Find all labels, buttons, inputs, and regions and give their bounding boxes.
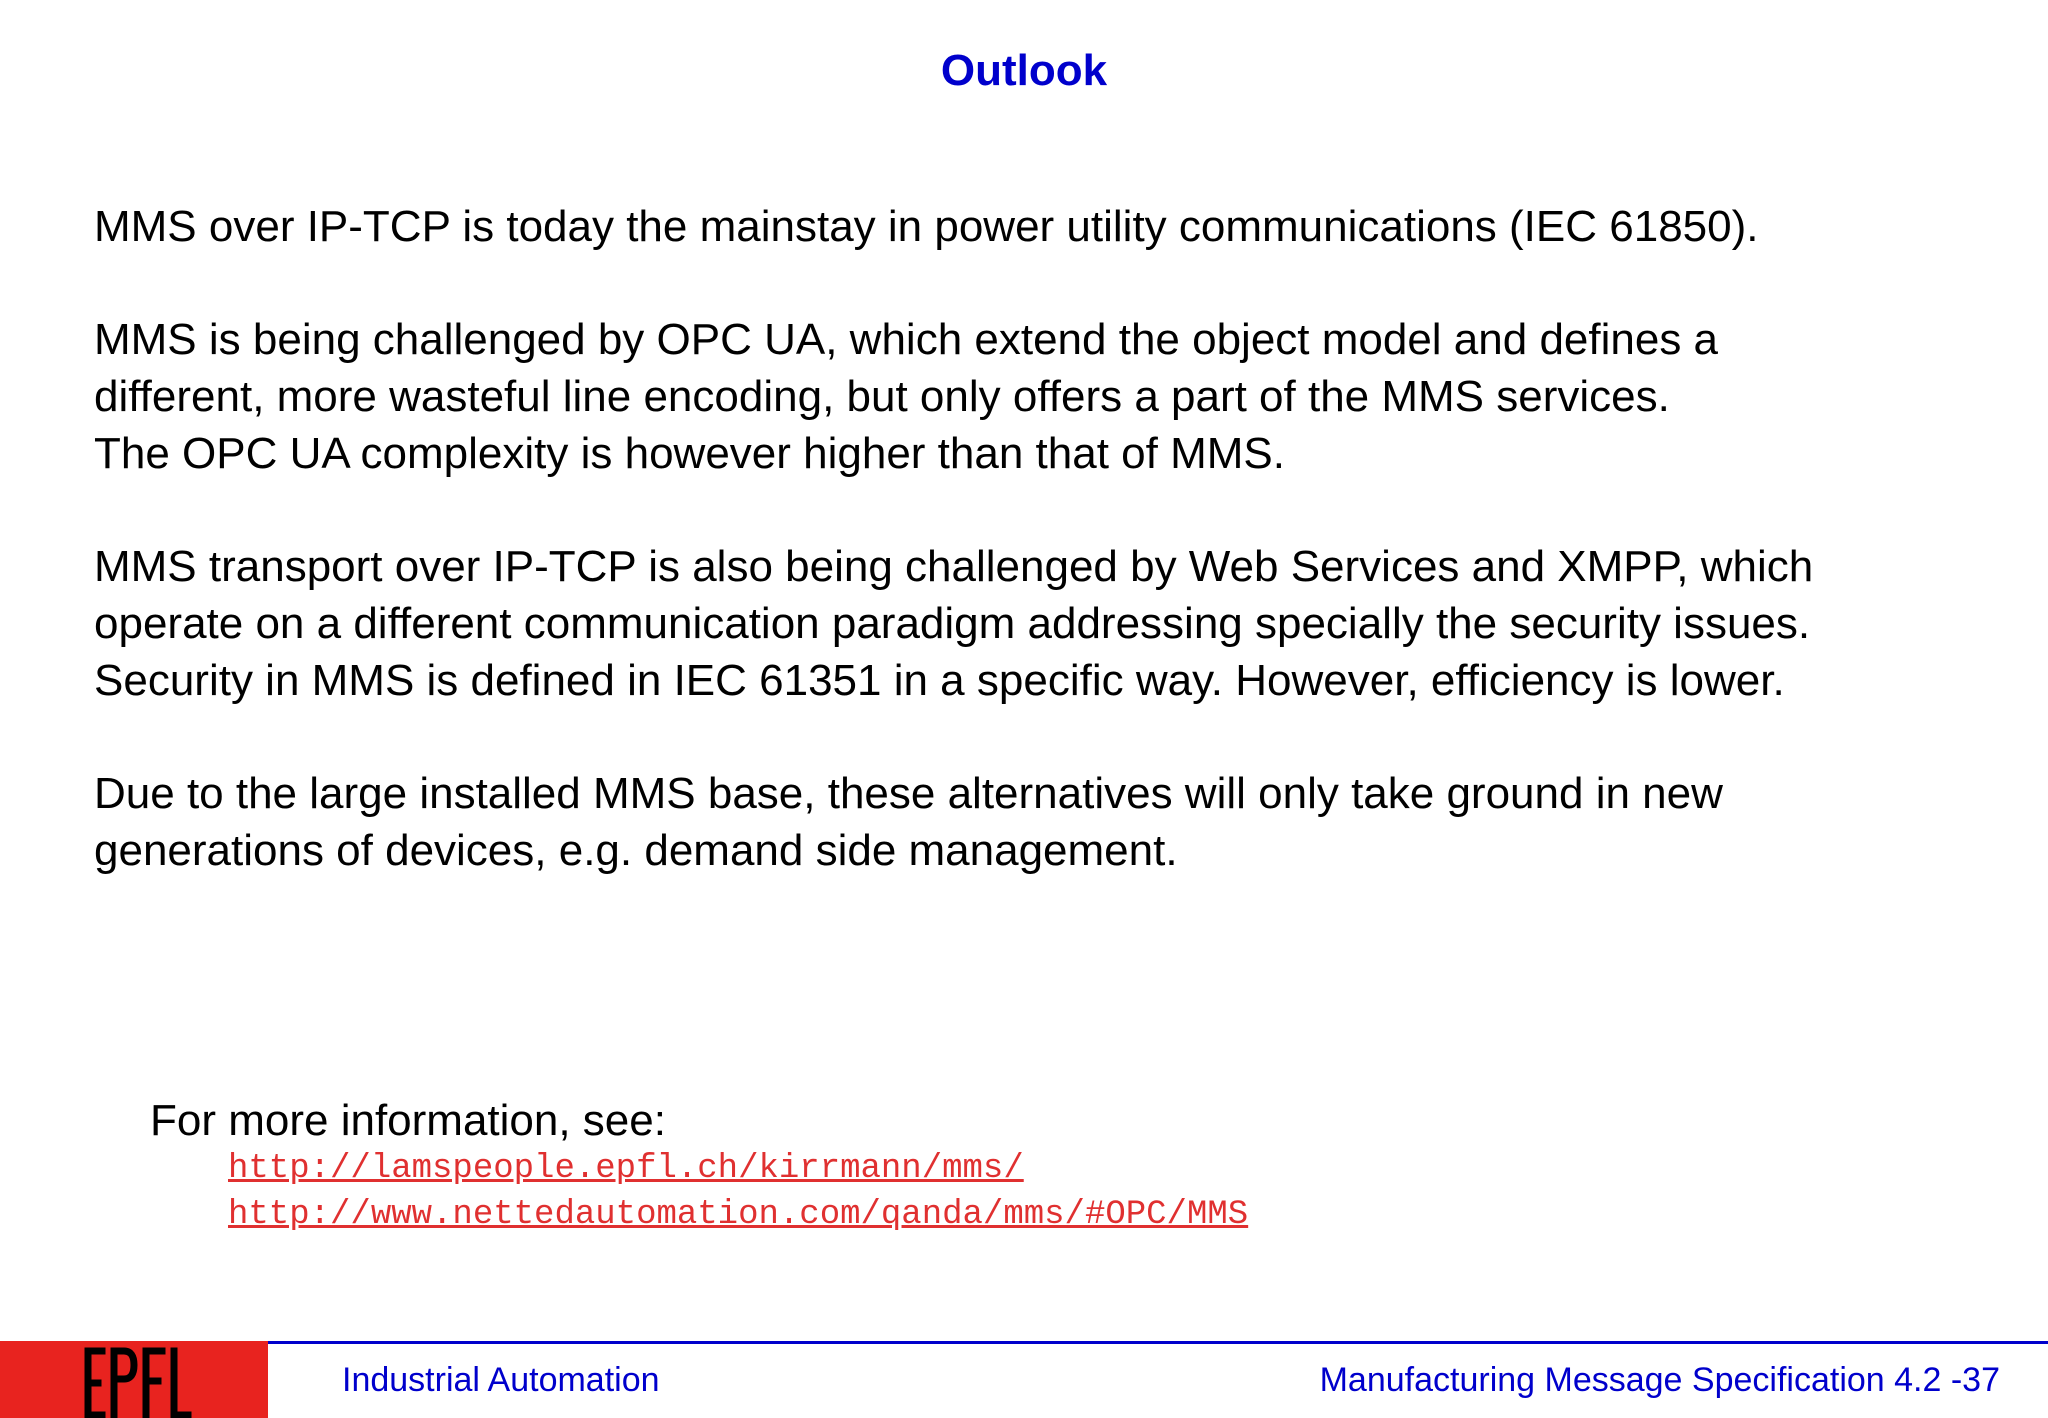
slide-title: Outlook [940, 46, 1108, 95]
footer-page-info: Manufacturing Message Specification 4.2 -37 [1319, 1361, 2000, 1399]
paragraph-line: The OPC UA complexity is however higher than that of MMS. [94, 429, 1285, 478]
footer-course-name: Industrial Automation [342, 1361, 660, 1399]
paragraph-line: MMS over IP-TCP is today the mainstay in power utility communications (IEC 61850). [94, 202, 1759, 251]
slide-body [94, 198, 2014, 935]
reference-links [228, 1146, 1248, 1238]
epfl-logo [0, 1341, 268, 1418]
epfl-logo-icon [80, 1341, 192, 1418]
paragraph-line: Security in MMS is defined in IEC 61351 in a specific way. However, efficiency is lower. [94, 656, 1785, 705]
paragraph-line: MMS is being challenged by OPC UA, which extend the object model and defines a [94, 315, 1719, 364]
paragraph-4 [94, 765, 2014, 879]
paragraph-line: Due to the large installed MMS base, these alternatives will only take ground in new [94, 769, 1723, 818]
paragraph-2 [94, 311, 2014, 482]
link-nettedautomation[interactable]: http://www.nettedautomation.com/qanda/mms/#OPC/MMS [228, 1196, 1249, 1234]
paragraph-line: different, more wasteful line encoding, but only offers a part of the MMS services. [94, 372, 1670, 421]
more-info-label: For more information, see: [150, 1096, 666, 1145]
paragraph-line: MMS transport over IP-TCP is also being challenged by Web Services and XMPP, which [94, 542, 1814, 591]
paragraph-1 [94, 198, 2014, 255]
paragraph-3 [94, 538, 2014, 709]
paragraph-line: generations of devices, e.g. demand side management. [94, 826, 1178, 875]
footer-rule [268, 1341, 2048, 1344]
paragraph-line: operate on a different communication paradigm addressing specially the security issues. [94, 599, 1811, 648]
link-lamspeople[interactable]: http://lamspeople.epfl.ch/kirrmann/mms/ [228, 1150, 1024, 1188]
